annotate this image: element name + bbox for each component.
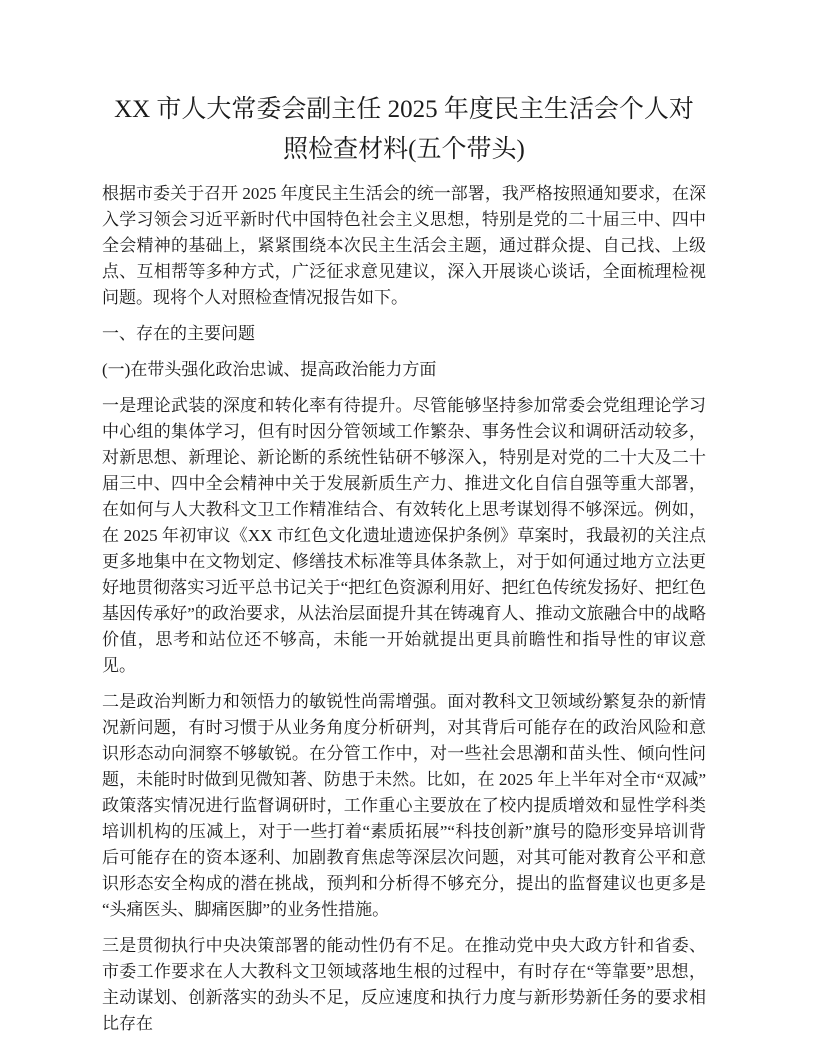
problem-paragraph-2: 二是政治判断力和领悟力的敏锐性尚需增强。面对教科文卫领域纷繁复杂的新情况新问题，有时习惯于从业务角度分析研判，对其背后可能存在的政治风险和意识形态动向洞察不够敏锐。在分管工作中，对一些社会思潮和苗头性、倾向性问题，未能时时做到见微知著、防患于未然。比如，在 2025 年上半年对全市“双减”政策落实情况进行监督调研时，工作重心主要放在了校内提质增效和显性学科类培训机构的压减上，对于一些打着“素质拓展”“科技创新”旗号的隐形变异培训背后可能存在的资本逐利、加剧教育焦虑等深层次问题，对其可能对教育公平和意识形态安全构成的潜在挑战，预判和分析得不够充分，提出的监督建议也更多是“头痛医头、脚痛医脚”的业务性措施。 [102,692,706,919]
subsection-heading-political-loyalty: (一)在带头强化政治忠诚、提高政治能力方面 [102,360,437,379]
problem-paragraph-1: 一是理论武装的深度和转化率有待提升。尽管能够坚持参加常委会党组理论学习中心组的集体学习，但有时因分管领域工作繁杂、事务性会议和调研活动较多，对新思想、新理论、新论断的系统性钻研不够深入，特别是对党的二十大及二十届三中、四中全会精神中关于发展新质生产力、推进文化自信自强等重大部署，在如何与人大教科文卫工作精准结合、有效转化上思考谋划得不够深远。例如，在 2025 年初审议《XX 市红色文化遗址遗迹保护条例》草案时，我最初的关注点更多地集中在文物划定、修缮技术标准等具体条款上，对于如何通过地方立法更好地贯彻落实习近平总书记关于“把红色资源利用好、把红色传统发扬好、把红色基因传承好”的政治要求，从法治层面提升其在铸魂育人、推动文旅融合中的战略价值，思考和站位还不够高，未能一开始就提出更具前瞻性和指导性的审议意见。 [102,396,706,675]
intro-paragraph: 根据市委关于召开 2025 年度民主生活会的统一部署，我严格按照通知要求，在深入学习领会习近平新时代中国特色社会主义思想，特别是党的二十届三中、四中全会精神的基础上，紧紧围绕本次民主生活会主题，通过群众提、自己找、上级点、互相帮等多种方式，广泛征求意见建议，深入开展谈心谈话，全面梳理检视问题。现将个人对照检查情况报告如下。 [102,184,706,307]
problem-paragraph-3: 三是贯彻执行中央决策部署的能动性仍有不足。在推动党中央大政方针和省委、市委工作要求在人大教科文卫领域落地生根的过程中，有时存在“等靠要”思想，主动谋划、创新落实的劲头不足，反应速度和执行力度与新形势新任务的要求相比存在 [102,936,706,1033]
document-title: XX 市人大常委会副主任 2025 年度民主生活会个人对照检查材料(五个带头) [114,96,694,163]
section-heading-main-problems: 一、存在的主要问题 [102,324,255,343]
